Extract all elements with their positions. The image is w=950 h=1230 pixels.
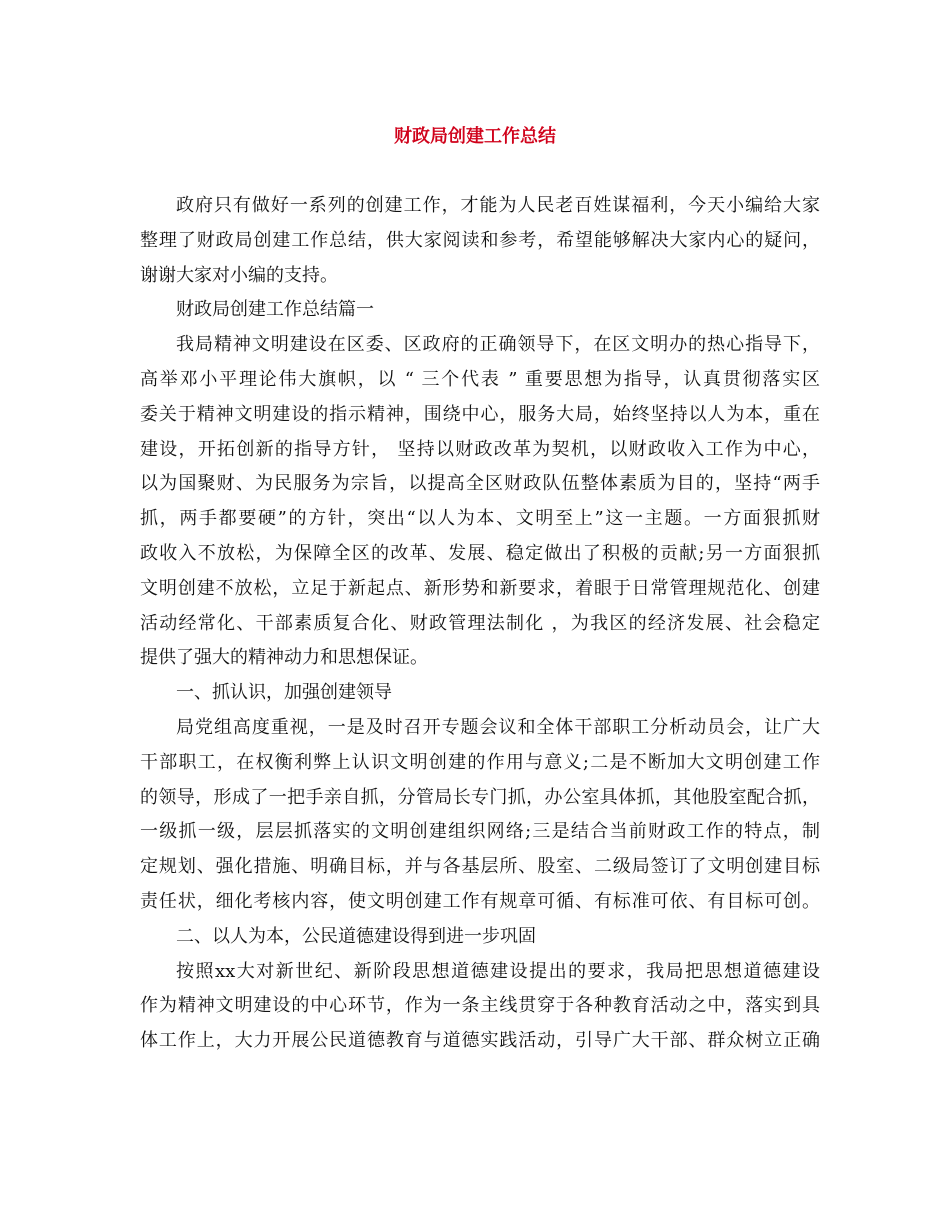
document-body: [140, 189, 820, 1059]
text-line: 政府只有做好一系列的创建工作，才能为人民老百姓谋福利，今天小编给大家: [176, 195, 820, 216]
text-line: 责任状，细化考核内容，使文明创建工作有规章可循、有标准可依、有目标可创。: [140, 890, 820, 912]
text-line: 局党组高度重视，一是及时召开专题会议和全体干部职工分析动员会，让广大: [176, 716, 820, 738]
text-line: 活动经常化、干部素质复合化、财政管理法制化 ，为我区的经济发展、社会稳定: [140, 612, 820, 634]
text-line: 建设，开拓创新的指导方针， 坚持以财政改革为契机，以财政收入工作为中心，: [140, 438, 820, 460]
text-line: 定规划、强化措施、明确目标，并与各基层所、股室、二级局签订了文明创建目标: [140, 856, 820, 878]
text-line: 财政局创建工作总结篇一: [176, 299, 374, 321]
text-line: 一、抓认识，加强创建领导: [176, 682, 392, 704]
text-line: 二、以人为本，公民道德建设得到进一步巩固: [176, 925, 536, 947]
text-line: 体工作上，大力开展公民道德教育与道德实践活动，引导广大干部、群众树立正确: [140, 1030, 820, 1052]
text-line: 谢谢大家对小编的支持。: [140, 264, 338, 286]
text-line: 文明创建不放松，立足于新起点、新形势和新要求，着眼于日常管理规范化、创建: [140, 577, 820, 599]
text-line: 以为国聚财、为民服务为宗旨，以提高全区财政队伍整体素质为目的，坚持“两手: [140, 473, 820, 495]
text-line: 高举邓小平理论伟大旗帜，以 “ 三个代表 ” 重要思想为指导，认真贯彻落实区: [140, 368, 820, 390]
text-line: 抓，两手都要硬”的方针，突出“以人为本、文明至上”这一主题。一方面狠抓财: [140, 508, 820, 530]
document-title: 财政局创建工作总结: [394, 126, 556, 147]
text-line: 一级抓一级，层层抓落实的文明创建组织网络;三是结合当前财政工作的特点，制: [140, 821, 820, 843]
text-line: 干部职工，在权衡利弊上认识文明创建的作用与意义;二是不断加大文明创建工作: [140, 751, 820, 773]
text-line: 的领导，形成了一把手亲自抓，分管局长专门抓，办公室具体抓，其他股室配合抓，: [140, 786, 820, 808]
text-line: 作为精神文明建设的中心环节，作为一条主线贯穿于各种教育活动之中，落实到具: [140, 995, 820, 1017]
text-line: 整理了财政局创建工作总结，供大家阅读和参考，希望能够解决大家内心的疑问，: [140, 229, 820, 251]
text-line: 委关于精神文明建设的指示精神，围绕中心，服务大局，始终坚持以人为本，重在: [140, 403, 820, 425]
text-line: 我局精神文明建设在区委、区政府的正确领导下，在区文明办的热心指导下，: [176, 334, 820, 356]
text-line: 按照xx大对新世纪、新阶段思想道德建设提出的要求，我局把思想道德建设: [176, 960, 820, 982]
text-line: 提供了强大的精神动力和思想保证。: [140, 647, 428, 669]
text-line: 政收入不放松，为保障全区的改革、发展、稳定做出了积极的贡献;另一方面狠抓: [140, 542, 820, 564]
